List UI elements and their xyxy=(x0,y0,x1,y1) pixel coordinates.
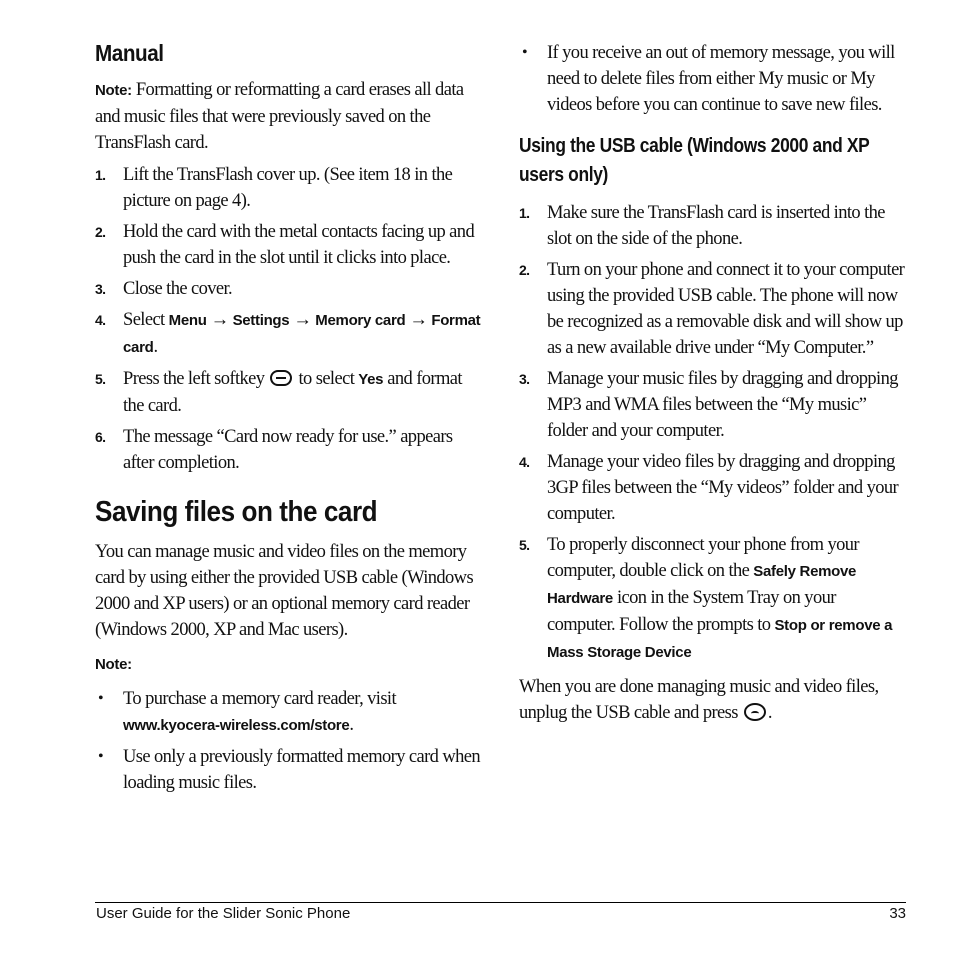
step-number: 2. xyxy=(95,224,106,240)
manual-heading: Manual xyxy=(95,40,164,66)
note-label: Note: xyxy=(95,82,132,99)
list-item xyxy=(519,366,905,444)
yes-label: Yes xyxy=(358,371,384,388)
kyocera-store-link[interactable]: www.kyocera-wireless.com/store xyxy=(123,717,350,734)
step-text: and format the card. xyxy=(123,369,462,416)
step-number: 4. xyxy=(519,454,530,470)
step-text: Manage your music files by dragging and dropping MP3 and WMA files between the “My music” folder and your computer. xyxy=(547,369,898,441)
list-item xyxy=(519,257,905,361)
page-number: 33 xyxy=(889,905,906,922)
list-item xyxy=(95,686,481,739)
step-number: 3. xyxy=(519,371,530,387)
arrow-icon: → xyxy=(405,310,432,330)
list-item xyxy=(95,424,481,476)
step-number: 5. xyxy=(95,371,106,387)
step-text: The message “Card now ready for use.” appears after completion. xyxy=(123,427,453,473)
footer-divider xyxy=(95,902,906,903)
step-text: To properly disconnect your phone from your computer, double click on the xyxy=(547,535,859,581)
step-text: Make sure the TransFlash card is inserted into the slot on the side of the phone. xyxy=(547,203,885,249)
footer-title: User Guide for the Slider Sonic Phone xyxy=(96,905,351,922)
manual-steps xyxy=(95,162,481,476)
note-text: Formatting or reformatting a card erases all data and music files that were previously saved on the TransFlash card. xyxy=(95,80,464,153)
memory-bullet xyxy=(519,40,905,118)
step-text: Lift the TransFlash cover up. (See item 18 in the picture on page 4). xyxy=(123,165,453,211)
menu-label: Menu xyxy=(168,312,207,329)
settings-label: Settings xyxy=(232,312,290,329)
end-key-icon xyxy=(744,703,766,721)
arrow-icon: → xyxy=(206,310,233,330)
punctuation: . xyxy=(153,337,158,357)
bullet-text: To purchase a memory card reader, visit xyxy=(123,689,397,709)
stop-device-label: Stop or remove a Mass Storage Device xyxy=(547,617,893,661)
closing-paragraph xyxy=(519,674,905,726)
step-number: 2. xyxy=(519,262,530,278)
list-item xyxy=(95,276,481,302)
list-item xyxy=(519,200,905,252)
step-number: 6. xyxy=(95,429,106,445)
bullet-icon: • xyxy=(522,44,528,61)
usb-heading: Using the USB cable (Windows 2000 and XP users only) xyxy=(519,135,870,186)
step-number: 1. xyxy=(95,167,106,183)
step-number: 4. xyxy=(95,312,106,328)
list-item xyxy=(95,366,481,419)
list-item xyxy=(519,40,905,118)
list-item xyxy=(95,162,481,214)
step-text: Close the cover. xyxy=(123,279,233,299)
note-label: Note: xyxy=(95,656,132,673)
left-column xyxy=(95,40,481,804)
list-item xyxy=(519,449,905,527)
saving-heading: Saving files on the card xyxy=(95,496,378,528)
bullet-text: Use only a previously formatted memory card when loading music files. xyxy=(123,747,481,793)
saving-note xyxy=(95,651,481,678)
bullet-text: If you receive an out of memory message, you will need to delete files from either My music or My videos before you can continue to save new files. xyxy=(547,43,895,115)
list-item xyxy=(95,307,481,361)
step-text: to select xyxy=(294,369,359,389)
list-item xyxy=(95,219,481,271)
safely-remove-label: Safely Remove Hardware xyxy=(547,563,857,607)
saving-bullets xyxy=(95,686,481,796)
step-number: 5. xyxy=(519,537,530,553)
list-item xyxy=(519,532,905,666)
step-number: 1. xyxy=(519,205,530,221)
punctuation: . xyxy=(767,703,772,723)
left-softkey-icon xyxy=(270,370,292,386)
list-item xyxy=(95,744,481,796)
usb-steps xyxy=(519,200,905,666)
right-column xyxy=(519,40,905,732)
bullet-icon: • xyxy=(98,748,104,765)
arrow-icon: → xyxy=(289,310,316,330)
memory-card-label: Memory card xyxy=(315,312,406,329)
step-text: icon in the System Tray on your computer. Follow the prompts to xyxy=(547,588,836,635)
step-text: Manage your video files by dragging and dropping 3GP files between the “My videos” folder and your computer. xyxy=(547,452,899,524)
punctuation: . xyxy=(349,715,354,735)
step-text: Select xyxy=(123,310,169,330)
manual-note xyxy=(95,77,481,156)
step-text: Hold the card with the metal contacts facing up and push the card in the slot until it clicks into place. xyxy=(123,222,475,268)
closing-text: When you are done managing music and video files, unplug the USB cable and press xyxy=(519,677,879,723)
format-card-label: Format card xyxy=(123,312,481,356)
step-number: 3. xyxy=(95,281,106,297)
step-text: Turn on your phone and connect it to your computer using the provided USB cable. The phone will now be recognized as a removable disk and will show up as a new available drive under “My Computer.” xyxy=(547,260,905,358)
bullet-icon: • xyxy=(98,690,104,707)
step-text: Press the left softkey xyxy=(123,369,269,389)
saving-paragraph: You can manage music and video files on the memory card by using either the provided USB cable (Windows 2000 and XP users) or an optional memory card reader (Windows 2000, XP and Mac users). xyxy=(95,542,474,640)
